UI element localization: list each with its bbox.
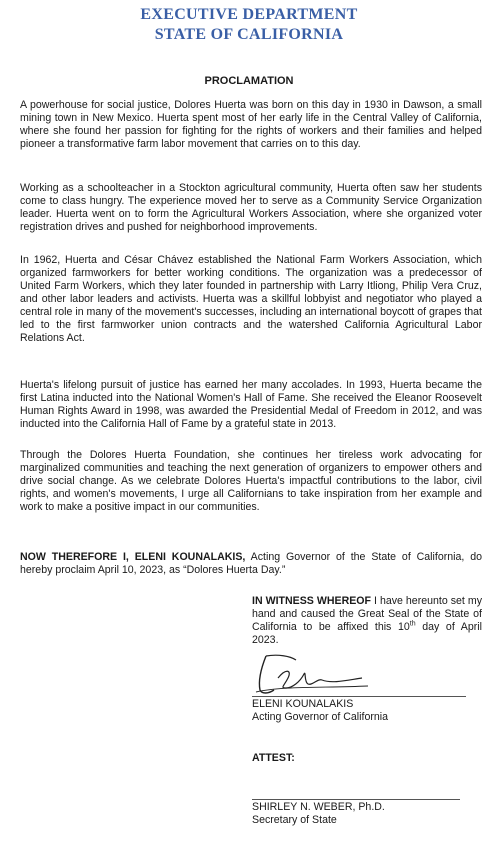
secretary-signature-line <box>252 799 460 800</box>
attest-label: ATTEST: <box>252 752 295 764</box>
now-therefore-lead: NOW THEREFORE I, ELENI KOUNALAKIS, <box>20 551 246 563</box>
governor-signature-line <box>252 696 466 697</box>
paragraph-4: Huerta's lifelong pursuit of justice has earned her many accolades. In 1993, Huerta became the first Latina inducted into the National Women's Hall of Fame. She received the Eleanor Roosevelt Human Rights Award in 1998, was awarded the Presidential Medal of Freedom in 2012, and was inducted into the California Hall of Fame by a grateful state in 2013. <box>20 379 482 430</box>
state-heading: STATE OF CALIFORNIA <box>154 26 344 43</box>
witness-text-b: day of April 2023. <box>252 621 482 646</box>
governor-signature <box>252 648 372 696</box>
department-heading: EXECUTIVE DEPARTMENT <box>140 6 358 23</box>
paragraph-3: In 1962, Huerta and César Chávez established the National Farm Workers Association, which organized farmworkers for better working conditions. The organization was a predecessor of United Farm Workers, which they later founded in partnership with Larry Itliong, Philip Vera Cruz, and other labor leaders and activists. Huerta was a skillful lobbyist and negotiator who played a central role in many of the movement's successes, including an international boycott of grapes that led to the first farmworker union contracts and the watershed California Agricultural Labor Relations Act. <box>20 254 482 344</box>
governor-name: ELENI KOUNALAKIS <box>252 698 354 710</box>
witness-text-a: I have hereunto set my hand and caused the Great Seal of the State of California to be affixed this 10 <box>252 595 482 633</box>
paragraph-5: Through the Dolores Huerta Foundation, she continues her tireless work advocating for marginalized communities and teaching the next generation of organizers to empower others and drive social change. As we celebrate Dolores Huerta's impactful contributions to the labor, civil rights, and women's movements, I urge all Californians to take inspiration from her example and work to make a positive impact in our communities. <box>20 449 482 513</box>
paragraph-2: Working as a schoolteacher in a Stockton agricultural community, Huerta often saw her students come to class hungry. The experience moved her to serve as a Community Service Organization leader. Huerta went on to form the Agricultural Workers Association, where she organized voter registration drives and pushed for neighborhood improvements. <box>20 182 482 233</box>
now-therefore-text: Acting Governor of the State of California, do hereby proclaim April 10, 2023, as “Dolores Huerta Day.” <box>20 551 482 576</box>
governor-title: Acting Governor of California <box>252 711 389 723</box>
secretary-title: Secretary of State <box>252 814 337 826</box>
paragraph-1: A powerhouse for social justice, Dolores Huerta was born on this day in 1930 in Dawson, a small mining town in New Mexico. Huerta spent most of her early life in the Central Valley of California, where she found her passion for fighting for the rights of workers and their families and helped pioneer a transformative farm labor movement that carries on to this day. <box>20 99 482 150</box>
now-therefore-paragraph <box>20 551 482 577</box>
proclamation-title: PROCLAMATION <box>204 75 294 87</box>
witness-ordinal: th <box>409 620 416 628</box>
secretary-name: SHIRLEY N. WEBER, Ph.D. <box>252 801 385 813</box>
witness-paragraph <box>252 595 482 647</box>
witness-lead: IN WITNESS WHEREOF <box>252 595 371 607</box>
